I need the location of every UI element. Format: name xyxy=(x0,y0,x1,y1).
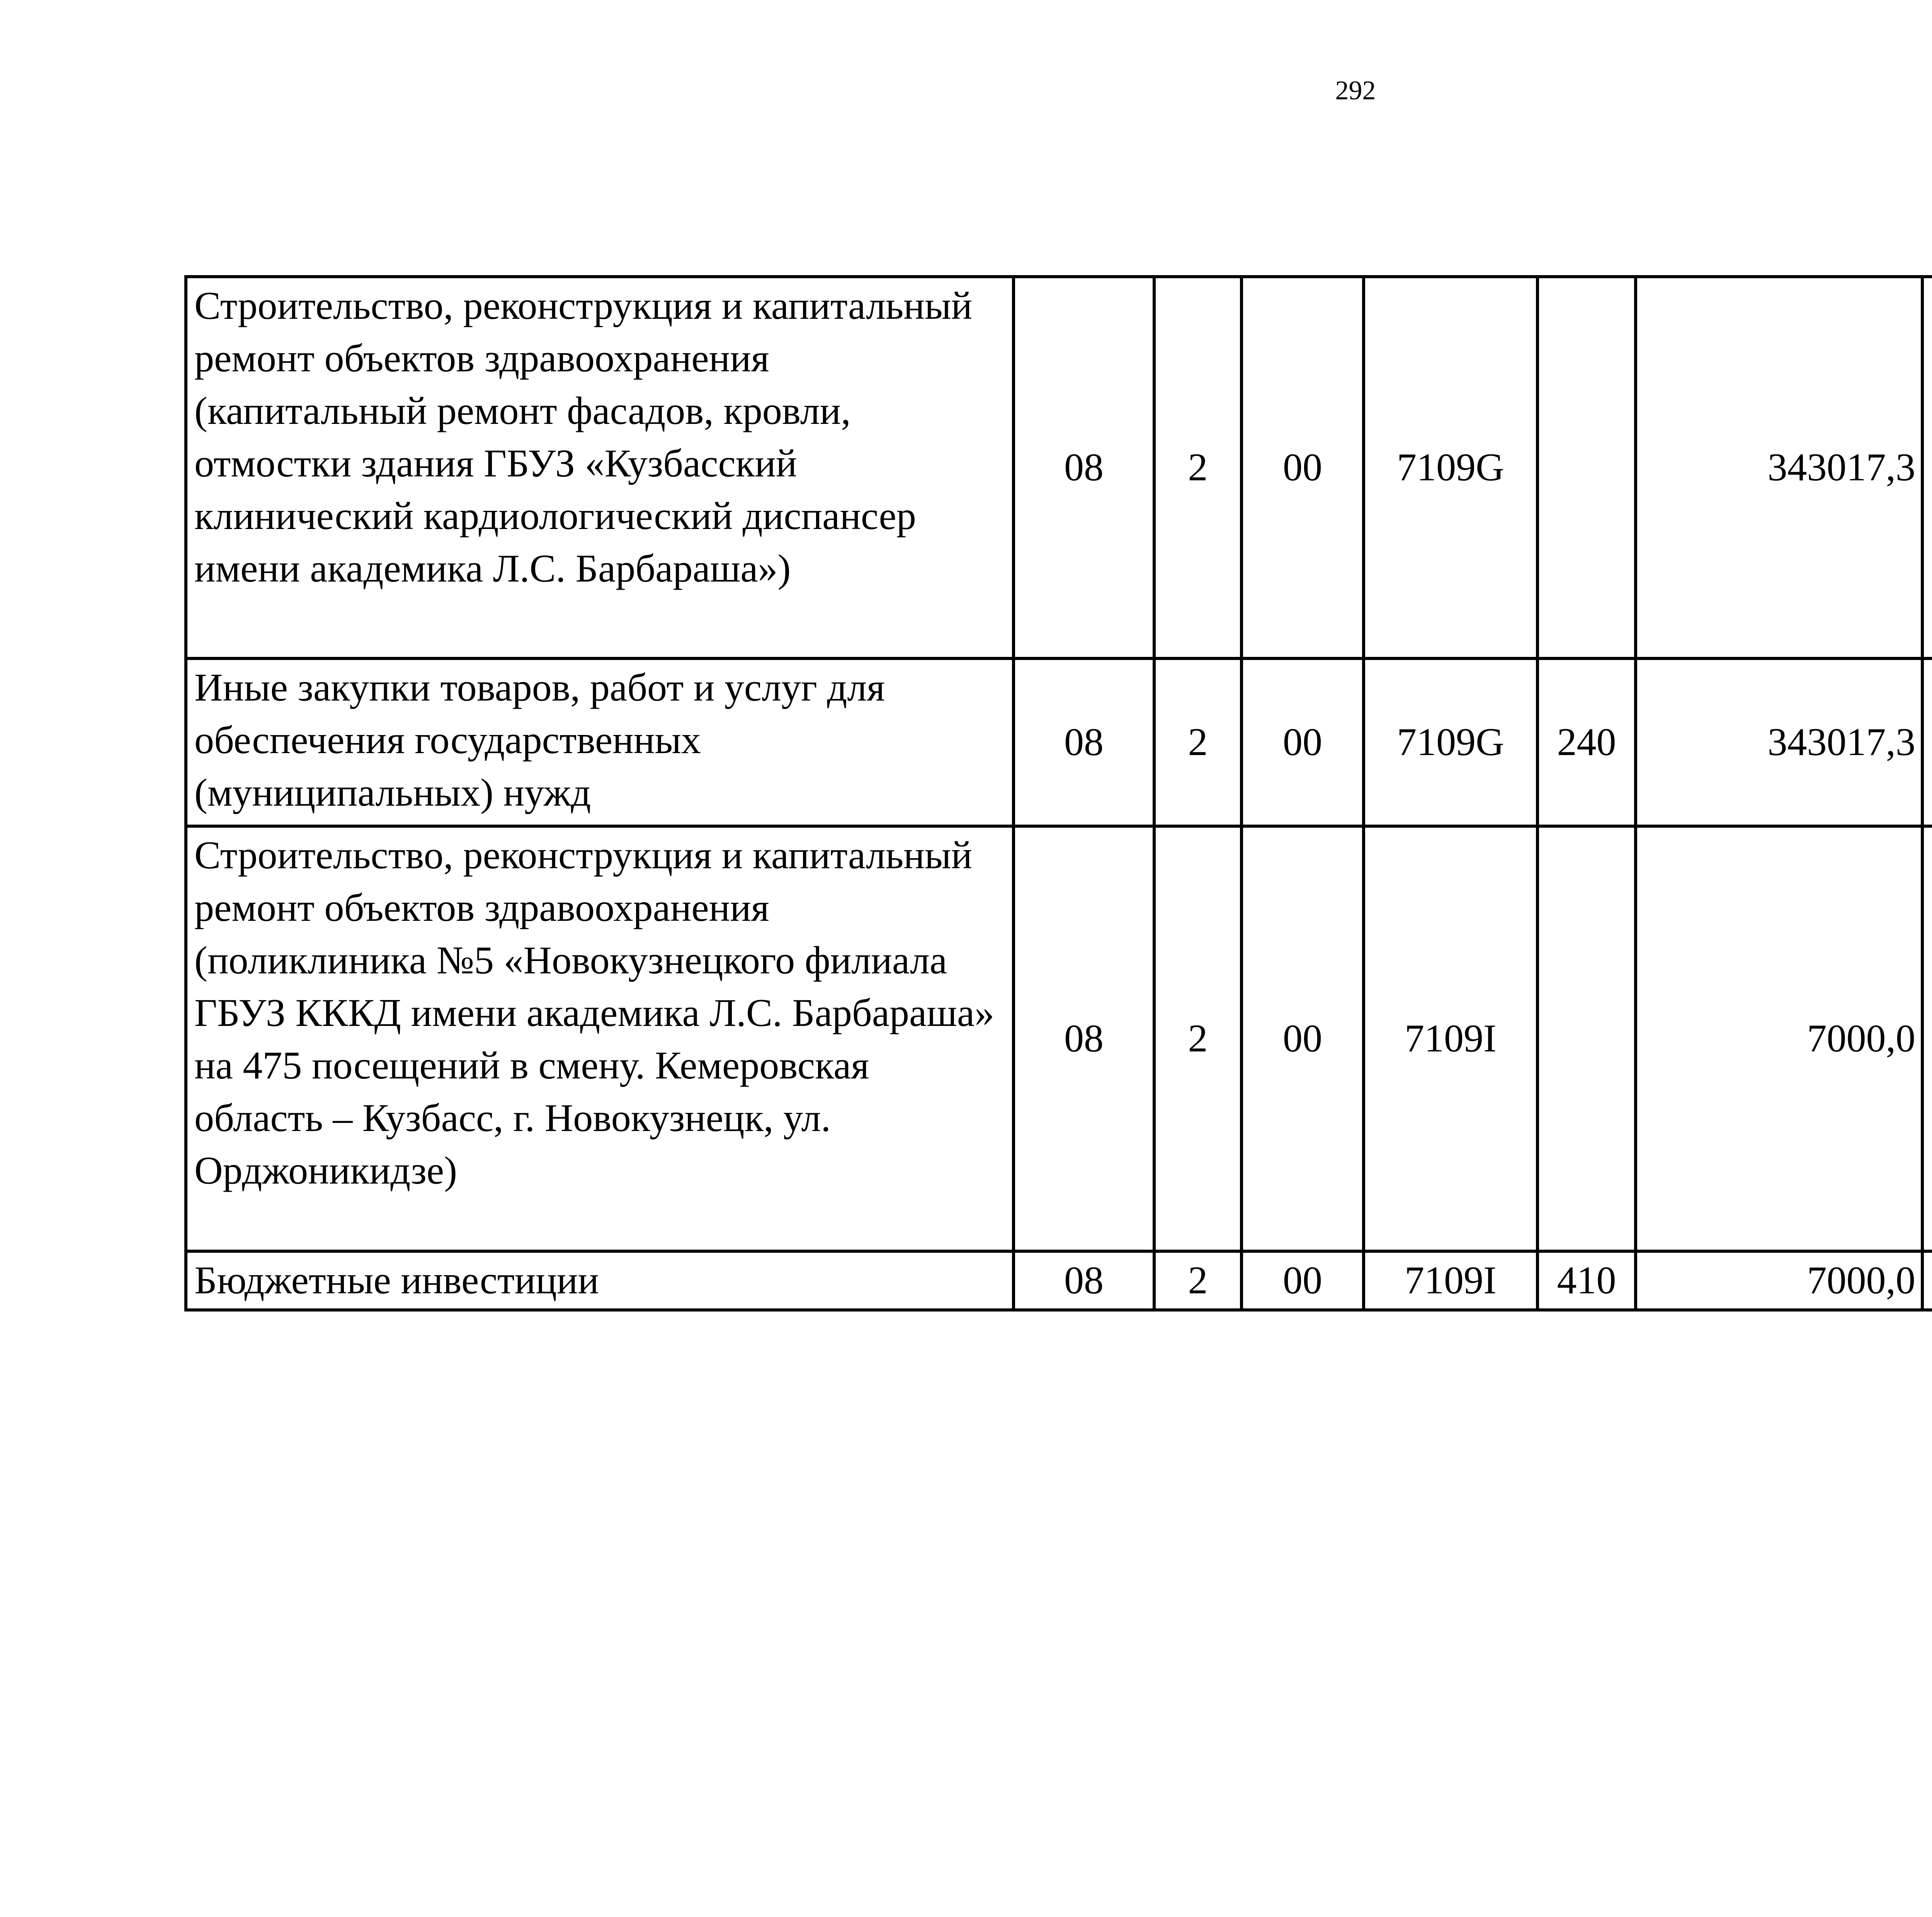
table-row xyxy=(186,277,1932,658)
program-code: 2 xyxy=(1154,1251,1242,1310)
sum-value: 7000,0 xyxy=(1636,1251,1922,1310)
row-name: Иные закупки товаров, работ и услуг для обеспечения государственных (муниципальных) нужд xyxy=(186,658,1014,826)
direction-code: 7109G xyxy=(1364,277,1537,658)
table-row xyxy=(186,658,1932,826)
row-name: Строительство, реконструкция и капитальный ремонт объектов здравоохранения (капитальный ремонт фасадов, кровли, отмостки здания ГБУЗ «Кузбасский клинический кардиологический диспансер имени академика Л.С. Барбараша») xyxy=(186,277,1014,658)
direction-code: 7109G xyxy=(1364,658,1537,826)
sum-value-2 xyxy=(1922,277,1932,658)
program-code: 2 xyxy=(1154,658,1242,826)
sum-value-2 xyxy=(1922,658,1932,826)
table-row xyxy=(186,1251,1932,1310)
sum-value: 343017,3 xyxy=(1636,658,1922,826)
section-code: 08 xyxy=(1014,1251,1154,1310)
expense-type-code xyxy=(1537,826,1636,1251)
program-code: 2 xyxy=(1154,277,1242,658)
section-code: 08 xyxy=(1014,277,1154,658)
direction-code: 7109I xyxy=(1364,826,1537,1251)
expense-type-code xyxy=(1537,277,1636,658)
subprogram-code: 00 xyxy=(1242,277,1364,658)
sum-value: 7000,0 xyxy=(1636,826,1922,1251)
sum-value: 343017,3 xyxy=(1636,277,1922,658)
sum-value-2 xyxy=(1922,1251,1932,1310)
subprogram-code: 00 xyxy=(1242,826,1364,1251)
program-code: 2 xyxy=(1154,826,1242,1251)
page-number: 292 xyxy=(1335,76,1376,105)
direction-code: 7109I xyxy=(1364,1251,1537,1310)
row-name: Строительство, реконструкция и капитальный ремонт объектов здравоохранения (поликлиника №5 «Новокузнецкого филиала ГБУЗ КККД имени академика Л.С. Барбараша» на 475 посещений в смену. Кемеровская область – Кузбасс, г. Новокузнецк, ул. Орджоникидзе) xyxy=(186,826,1014,1251)
subprogram-code: 00 xyxy=(1242,1251,1364,1310)
section-code: 08 xyxy=(1014,826,1154,1251)
expense-type-code: 240 xyxy=(1537,658,1636,826)
table-row xyxy=(186,826,1932,1251)
sum-value-2 xyxy=(1922,826,1932,1251)
expense-type-code: 410 xyxy=(1537,1251,1636,1310)
budget-table xyxy=(184,275,1932,1311)
section-code: 08 xyxy=(1014,658,1154,826)
row-name: Бюджетные инвестиции xyxy=(186,1251,1014,1310)
subprogram-code: 00 xyxy=(1242,658,1364,826)
